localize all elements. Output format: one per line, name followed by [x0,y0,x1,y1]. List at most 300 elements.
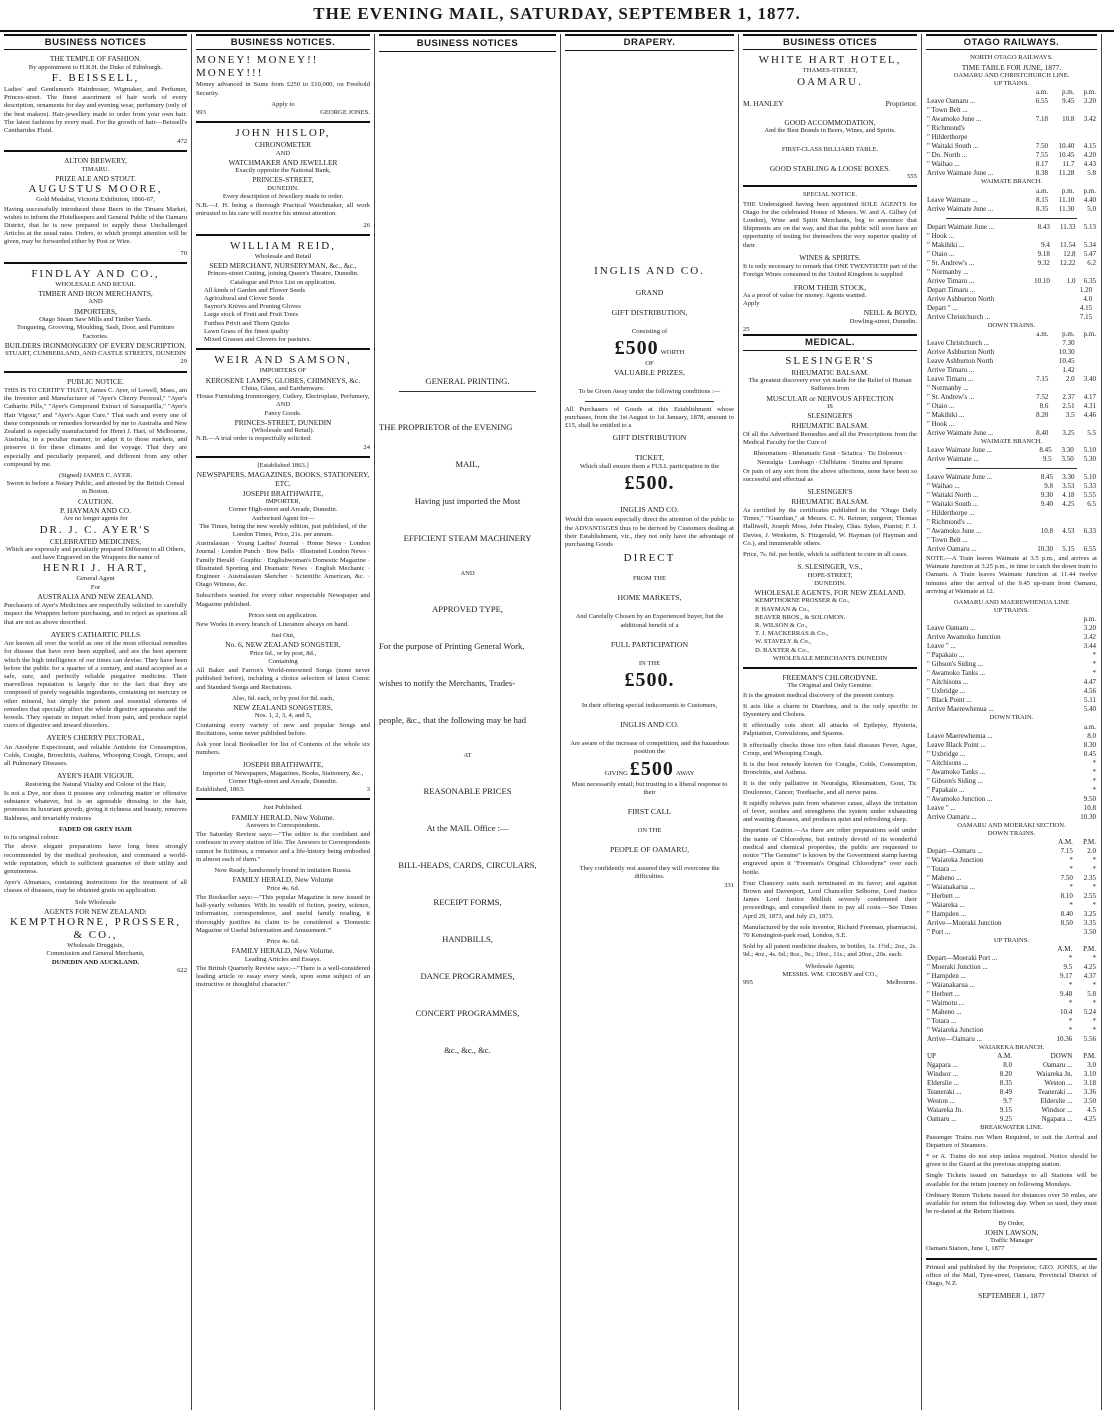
imprint-date: SEPTEMBER 1, 1877 [978,1291,1045,1301]
ad-text: Proprietor. [885,98,917,108]
timetable-row [926,813,1097,822]
timetable-station: " Town Belt ... [927,536,968,545]
timetable-row [926,151,1097,160]
timetable-row [926,304,1097,313]
timetable-station: " Do. North ... [927,151,967,160]
timetable-row [926,759,1097,768]
timetable-time: 6.55 [1035,97,1048,106]
timetable-row [926,919,1097,928]
timetable-time: * [1068,981,1073,990]
timetable-row [926,669,1097,678]
timetable-time: 7.52 [1036,392,1049,401]
ad-text: As a proof of value for money. Agents wanted. [743,292,867,300]
ad-text: Oamaru Station, June 1, 1877 [926,1245,1005,1253]
timetable-station: " Uxbridge ... [927,687,966,696]
ad-body: It is the only palliative in Neuralgia, Rheumatism, Gout, Tic Douloreux, Cancer, Toothache, and all nerve pains. [743,780,917,796]
timetable-time [1028,366,1049,375]
ad-text: FIRST-CLASS BILLIARD TABLE. [781,145,879,153]
ad-text: Melbourne. [886,978,917,986]
ad-body: Containing every variety of new and popular Songs and Recitations, some never published before. [196,721,370,737]
timetable-time: 5.15 [1062,545,1075,554]
timetable-time [1027,518,1054,527]
timetable-time: * [1092,999,1096,1008]
timetable-station: " Hook ... [927,419,955,428]
timetable-time: 10.8 [1040,527,1053,536]
timetable-time [1049,420,1075,429]
ad-heading: OAMARU AND MOERAKI SECTION. [957,821,1066,829]
timetable-time [1028,357,1049,366]
ad-heading: WAIMATE BRANCH. [980,437,1043,445]
ad-text: Wholesale Agents; [805,962,855,970]
timetable-time: 4.15 [1079,303,1093,312]
ad-heading: HANDBILLS, [442,934,493,945]
timetable-time: 7.18 [1035,115,1048,124]
timetable-station: Arrive Waimate ... [927,455,979,464]
ad-heading: No. 6, NEW ZEALAND SONGSTER, [225,640,341,650]
ad-text: to its original colour. [4,834,59,842]
timetable-station [926,88,1028,97]
timetable-station: " Totara ... [927,865,957,874]
ad-body: THIS IS TO CERTIFY THAT I, James C. Ayer, of Lowell, Mass., am the Inventor and Manufacturer of "Ayer's Cherry Pectoral," "Ayer's Cathartic Pills," "Ayer's Compound Extract of Sarsaparilla," "Ayer's Hair Vigour," and "Ayer's Ague Cure." That each and every one of these compounds or remedies forwarded by me to Australia and New Zealand is especially manufactured for Henri J. Hart, of Melbourne, Australia, in a peculiar manner, to adapt it to those markets, and preserve it for these climates and the voyage. That they are especially and peculiarly prepared, and different from any other compound by me. [4,386,187,468]
timetable-row [926,847,1097,856]
ad-text: FROM THE [632,575,667,583]
ad-text: At the MAIL Office :— [426,823,509,834]
ad-body: THE Undersigned having been appointed SOLE AGENTS for Otago for the celebrated House of Messrs. W. and A. Gilbey (of London), Wine and Spirit Merchants, beg to announce that Shipments are on the way, and that the public will soon have an opportunity of testing for themselves the very superior quality of their [743,200,917,249]
amount: £500. [624,472,675,495]
timetable-time [1028,106,1049,115]
timetable-time: * [1069,865,1073,874]
timetable-time: * [1068,1026,1073,1035]
timetable-row [926,687,1097,696]
timetable-row [926,678,1097,687]
ad-text: Apply to [271,100,295,108]
timetable-station [926,838,1045,847]
ad-text: Catalogue and Price List on application. [230,278,336,286]
timetable-station: Arrive Awamoko Junction [927,633,1001,642]
ad-text: And the Best Brands in Beers, Wines, and Spirits. [764,127,896,135]
spacer [379,544,556,570]
column-6 [922,34,1102,1410]
timetable-time [1076,268,1097,277]
timetable-station [926,615,1063,624]
divider [399,391,536,392]
timetable-row [926,1017,1097,1026]
ad-body: Price, 7s. 6d. per bottle, which is sufficient to cure in all cases. [743,550,908,558]
spacer [379,945,556,971]
timetable-time: 9.50 [1083,794,1096,803]
timetable-time: 8.0 [1087,731,1096,740]
timetable-time [1028,348,1049,357]
ad-body: It is the best remedy known for Coughs, Colds, Consumption, Bronchitis, and Asthma. [743,761,917,777]
ad-heading: FINDLAY AND CO., [31,267,160,280]
ad-text: The Original and Only Genuine. [787,682,873,690]
timetable-time: * [1068,954,1073,963]
ad-text [743,99,917,108]
timetable-time: A.M. [997,1052,1013,1061]
timetable-row [926,393,1097,402]
timetable-time [1049,124,1075,133]
timetable-row [926,375,1097,384]
timetable-time: 4.5 [1087,1106,1096,1115]
timetable-time: 4.37 [1083,972,1096,981]
ad-text: Consisting of [631,328,668,335]
ad-text: Also, 6d. each, or by post for 8d. each, [232,694,334,702]
ad-heading: REASONABLE PRICES [423,786,512,797]
timetable-time: 4.53 [1062,527,1075,536]
spacer [565,710,734,720]
timetable-time: 6.5 [1087,500,1096,509]
timetable-time [1027,536,1054,545]
ad-body: Four Chancery suits each terminated in its favor; and against Brown and Davenport, Lord Chancellor Selborne, Lord Justice James Lord Justice Mellish severely condemned their proceedings, and compelled them to pay all costs.—See Times April 29, 1873, and July 23, 1873. [743,879,917,920]
timetable-row [926,910,1097,919]
timetable [926,473,1097,554]
timetable-station: Leave Waimate June ... [927,446,993,455]
ad-text: IMPORTER, [265,498,301,506]
timetable-station: Leave Black Point ... [927,740,986,749]
ad-text: THAMES-STREET, [802,67,858,75]
timetable-row [926,705,1097,714]
timetable-time: P.M. [1083,838,1096,847]
timetable-time: 3.25 [1083,910,1096,919]
timetable-time: 3.50 [1083,1097,1096,1106]
timetable-station: Arrive Maerewhenua ... [927,705,994,714]
timetable-station: " Waihao ... [927,160,960,169]
divider [196,234,370,236]
timetable-station: Leave Oamaru ... [927,97,976,106]
spacer [379,871,556,897]
ad-text: Traffic Manager [989,1237,1034,1245]
spacer [379,797,556,823]
ad-body: * or A. Trains do not stop unless required. Notice should be given to the Guard at the previous stopping station. [926,1153,1097,1169]
timetable-time: 10.8 [1083,803,1096,812]
ad-text: people, &c., that the following may be had [379,715,527,726]
timetable-station: " St. Andrew's ... [927,392,975,401]
ad-heading: NEILL & BOYD, [863,308,917,318]
timetable-station: " Papakaio ... [927,785,965,794]
timetable-time: a.m. [1035,88,1048,97]
timetable-row [926,660,1097,669]
timetable-time: 9.30 [1040,491,1053,500]
timetable-time: 8.6 [1039,401,1049,410]
timetable-time: Windsor ... [1041,1106,1073,1115]
timetable-station: " Gibson's Siding ... [927,660,983,669]
ad-text: WHOLESALE AND RETAIL [55,280,136,288]
timetable-time: 7.50 [1060,874,1073,883]
timetable-row [926,1008,1097,1017]
timetable-station: " Hampden ... [927,910,966,919]
timetable-station: Arrive Oamaru ... [927,812,977,821]
ad-heading: PRINCES-STREET, DUNEDIN [234,417,332,427]
ad-text: AND [275,401,291,409]
ad-heading: NEWSPAPERS, MAGAZINES, BOOKS, STATIONERY, ETC. [196,469,370,489]
timetable-row [926,633,1097,642]
timetable-row [926,732,1097,741]
ad-heading: P. HAYMAN AND CO. [60,505,131,515]
timetable [926,1052,1097,1124]
ad-text: Must necessarily entail; but trusting to a liberal response to their [571,780,728,796]
timetable-station: Leave Waimate June ... [927,473,993,482]
timetable-time: 3.20 [1083,97,1096,106]
spacer [379,760,556,786]
timetable-time [1075,518,1097,527]
timetable-row [926,527,1097,536]
timetable-row [926,642,1097,651]
timetable-time: 6.35 [1083,276,1096,285]
ad-heading: MUSCULAR or NERVOUS AFFECTION [766,393,894,403]
timetable-time [1093,313,1097,322]
timetable-time: p.m. [1083,615,1096,624]
timetable-row [926,545,1097,554]
timetable-time: * [1092,1026,1096,1035]
ad-heading: KEMPTHORNE, PROSSER, & CO., [9,916,182,942]
timetable-station: " Waiareka Junction [927,1026,984,1035]
spacer [565,378,734,388]
ad-text: Sworn to before a Notary Public, and attested by the British Consul in Boston. [6,480,185,496]
timetable-time: 7.15 [1060,847,1073,856]
timetable-row [926,786,1097,795]
timetable [926,723,1097,822]
timetable-station: Leave Timaru ... [927,374,974,383]
ad-heading: WHOLESALE AGENTS, FOR NEW ZEALAND. [754,588,906,597]
divider [196,121,370,123]
timetable-station: " Awamoko June ... [927,115,982,124]
timetable-row [926,106,1097,115]
ad-text: Price 4s. 6d. [266,937,300,945]
divider [946,218,1077,219]
timetable-time: p.m. [1083,186,1096,195]
timetable-time [1028,384,1049,393]
ad-number: 25 [743,326,750,334]
timetable-station: " Maheno ... [927,1008,962,1017]
ad-heading: NEW ZEALAND SONGSTERS, [233,703,333,713]
ad-heading: WATCHMAKER AND JEWELLER [228,157,338,167]
timetable-row [926,196,1097,205]
timetable-row [926,518,1097,527]
ad-heading: SLESINGER'S [785,354,875,367]
divider [926,1258,1097,1260]
ad-text: (Wholesale and Retail). [251,427,315,435]
timetable-row [926,624,1097,633]
spacer [565,443,734,453]
timetable-time: 6.55 [1083,545,1096,554]
timetable-station: " Waiareka ... [927,901,965,910]
timetable-time: 4.31 [1083,401,1096,410]
timetable-row [926,1052,1097,1061]
ad-text: DUNEDIN. [267,184,299,192]
timetable-time: 5.40 [1083,705,1096,714]
timetable-time [1076,357,1097,366]
timetable-row [926,115,1097,124]
divider [585,401,714,402]
timetable-time: * [1092,767,1096,776]
timetable-station: Teaneraki ... [927,1088,962,1097]
ad-text: Authorised Agent for— [251,514,315,522]
divider [196,348,370,350]
timetable-station [926,187,1028,196]
timetable-row [926,142,1097,151]
timetable-time: 3.0 [1087,1061,1096,1070]
ad-heading: GENERAL PRINTING. [425,376,510,386]
ad-heading: OAMARU AND CHRISTCHURCH LINE. [953,72,1070,80]
timetable-row [926,509,1097,518]
ad-text: GIVING [604,769,628,777]
ad-number: 993 [196,109,206,117]
timetable-row [926,402,1097,411]
ad-body: An Anodyne Expectorant, and reliable Antidote for Consumption, Colds, Coughs, Bronchitis, Asthma, Whooping Cough, Croups, and all Pulmonary Diseases. [4,743,187,768]
timetable-time [1076,420,1097,429]
timetable [926,187,1097,214]
timetable-row [926,446,1097,455]
timetable-time: 1.42 [1062,365,1075,374]
timetable-time: 4.20 [1083,151,1096,160]
timetable-station: Arrive Waimate June ... [927,204,994,213]
column-header: DRAPERY. [565,34,734,51]
timetable-time: P.M. [1083,1052,1096,1061]
ad-heading: BUILDERS IRONMONGERY OF EVERY DESCRIPTION. [4,340,187,350]
timetable-time [1049,106,1075,115]
ad-text: DUNEDIN. [814,579,846,587]
ad-body: Is not a Dye, nor does it possess any colouring matter or offensive substance whatever, but is an agreeable dressing to the hair, promotes its luxuriant growth, giving it richness and beauty, removes Baldness, and invariably restores [4,790,187,822]
section-header: MEDICAL. [743,334,917,350]
divider [196,456,370,458]
timetable-time: 7.15 [1079,312,1093,321]
timetable-time: a.m. [1036,329,1049,338]
ad-text: The Times, being the new weekly edition, just published, of the London Times, Price, 21s. per annum. [199,522,367,538]
ad-text: Leading Articles and Essays. [244,955,322,963]
timetable-time [1075,536,1097,545]
timetable-time: 5.10 [1083,446,1096,455]
spacer [379,578,556,604]
timetable-station [926,723,1055,732]
ad-heading: PEOPLE OF OAMARU, [609,845,690,855]
timetable-time: 4.15 [1083,142,1096,151]
ad-text: For the purpose of Printing General Work, [379,641,525,652]
timetable-time: 5.56 [1083,1035,1096,1044]
masthead [0,0,1114,32]
ad-heading: CHRONOMETER [254,140,312,150]
ad-text: wishes to notify the Merchants, Trades- [379,678,516,689]
ad-heading: DR. J. C. AYER'S [39,523,152,536]
timetable-time: 12.22 [1059,258,1076,267]
timetable-time: 10.45 [1058,356,1075,365]
imprint: Printed and published by the Proprietor, GEO. JONES, at the office of the Mail, Tyne-street, Oamaru, Provincial District of Otago, N.Z. [926,1263,1097,1287]
ad-heading: WAIMATE BRANCH. [980,178,1043,186]
ad-heading: INGLIS AND CO. [620,505,679,515]
timetable-station: Leave Waimate ... [927,195,978,204]
timetable-time: 9.5 [1042,455,1052,464]
timetable-station: Arrive Waimate June ... [927,169,994,178]
timetable-row [926,357,1097,366]
ad-body: Sold by all patent medicine dealers, in bottles, 1s. 1½d.; 2oz., 2s. 9d.; 4oz., 4s. 6d.; 8oz., 9s.; 10oz., 11s.; and 20oz., 20s. each. [743,943,917,959]
timetable-time [1025,268,1051,277]
timetable-time [1051,232,1077,241]
timetable [926,330,1097,438]
timetable-time: 10.36 [1056,1035,1073,1044]
timetable-time [1028,124,1049,133]
timetable-time [1075,106,1097,115]
divider [4,262,187,264]
ad-text: ON THE [637,827,662,835]
timetable-row [926,411,1097,420]
timetable-station: " Gibson's Siding ... [927,776,983,785]
timetable [926,945,1097,1044]
ad-heading: AYER'S HAIR VIGOUR, [56,771,135,781]
column-3 [375,34,561,1410]
timetable-station: Oamaru ... [927,1115,957,1124]
ad-text: Tongueing, Grooving, Moulding, Sash, Door, and Furniture Factories. [16,324,175,340]
ad-text: And Carefully Chosen by an Experienced buyer, but the additional benefit of a [575,613,724,629]
ad-body: Purchasers of Ayer's Medicines are respectfully solicited to carefully inspect the Wrappers before purchasing, and to reject as spurious all that are not as above described. [4,602,187,626]
timetable-station: " Waianakarua ... [927,981,975,990]
timetable-time: 5.8 [1087,990,1096,999]
ad-body: It effectually checks those too often fatal diseases Fever, Ague, Croup, and Whooping Cough. [743,741,917,757]
ad-heading: NORTH OTAGO RAILWAYS. [970,54,1053,62]
timetable-time: 11.54 [1059,240,1076,249]
amount: £500 [614,337,659,360]
timetable-station: Windsor ... [927,1070,958,1079]
timetable-station: " Herbert ... [927,990,960,999]
timetable [926,838,1097,937]
ad-heading: F. BEISSELL, [51,72,140,85]
timetable-time: 12.8 [1063,249,1076,258]
timetable-time: 3.50 [1083,928,1096,937]
spacer [379,689,556,715]
timetable-time: 5.8 [1087,169,1096,178]
spacer [565,278,734,288]
ad-heading: PRINCES-STREET, [252,175,314,185]
timetable-time: 11.30 [1058,204,1075,213]
timetable-time: 6.2 [1087,258,1096,267]
timetable-time: 9.45 [1062,97,1075,106]
timetable-time [1028,420,1049,429]
ad-text: DUNEDIN AND AUCKLAND. [51,958,140,966]
timetable-row [926,651,1097,660]
timetable [926,615,1097,714]
timetable-time: * [1092,856,1096,865]
spacer [379,834,556,860]
timetable-time [1075,509,1097,518]
timetable-station: " Waimotu ... [927,999,964,1008]
ad-heading: AGENTS FOR NEW ZEALAND: [44,906,147,916]
timetable-station: Elderslie ... [927,1079,959,1088]
ad-body: Subscribers wanted for every other respectable Newspaper and Magazine published. [196,592,370,608]
ad-text: In their offering special inducements to Customers, [581,702,718,710]
timetable [926,446,1097,464]
timetable-station: Ngapara ... [927,1061,958,1070]
timetable-row [926,169,1097,178]
timetable-time: 10.8 [1062,115,1075,124]
ad-body: Money advanced in Sums from £250 to £10,000, on Freehold Security. [196,81,370,97]
timetable-row [926,455,1097,464]
timetable-row [926,313,1097,322]
timetable-row [926,88,1097,97]
ad-text: Otago Steam Saw Mills and Timber Yards. [39,316,152,324]
ad-heading: TIME TABLE FOR JUNE, 1877. [961,62,1062,72]
timetable-time: 8.35 [999,1079,1013,1088]
ad-text: IS [827,402,833,410]
timetable-time: Waiareka Jn. [1036,1070,1073,1079]
ad-heading: TICKET, [634,453,665,463]
ad-text: Containing [268,658,298,666]
timetable-time: 10.4 [1059,1008,1073,1017]
spacer [379,396,556,422]
ad-heading: PRIZE ALE AND STOUT. [55,174,136,184]
timetable-time: 5.10 [1083,473,1096,482]
timetable-row [926,232,1097,241]
spacer [379,726,556,752]
ad-text: WORTH [660,349,685,357]
spacer [379,56,556,376]
